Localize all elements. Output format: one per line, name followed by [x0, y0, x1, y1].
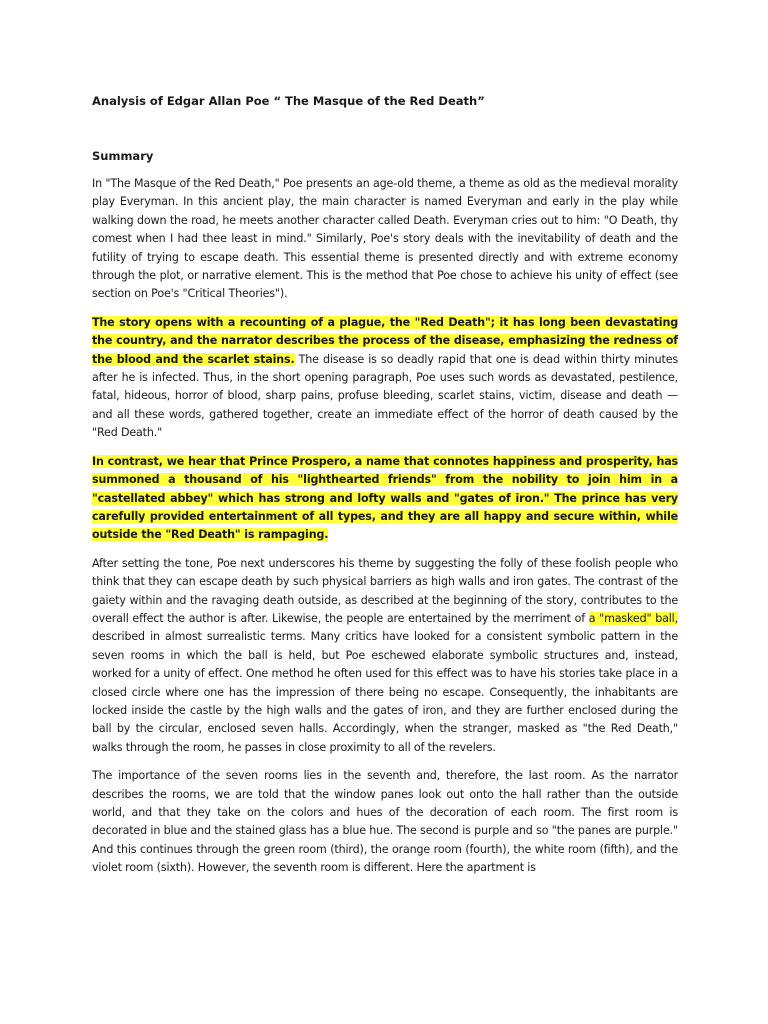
- paragraph-1: In "The Masque of the Red Death," Poe presents an age-old theme, a theme as old as the medieval morality play Everyman. In this ancient play, the main character is named Everyman and early in the play while walking down the road, he meets another character called Death. Everyman cries out to him: "O Death, thy comest when I had thee least in mind." Similarly, Poe's story deals with the inevitability of death and the futility of trying to escape death. This essential theme is presented directly and with extreme economy through the plot, or narrative element. This is the method that Poe chose to achieve his unity of effect (see section on Poe's "Critical Theories").: [92, 177, 678, 301]
- paragraph-4-end: described in almost surrealistic terms. Many critics have looked for a consistent symbolic pattern in the seven rooms in which the ball is held, but Poe eschewed elaborate symbolic structures and, instead, worked for a unity of effect. One method he often used for this effect was to have his stories take place in a closed circle where one has the impression of there being no escape. Consequently, the inhabitants are locked inside the castle by the high walls and the gates of iron, and they are further enclosed during the ball by the circular, enclosed seven halls. Accordingly, when the stranger, masked as "the Red Death," walks through the room, he passes in close proximity to all of the revelers.: [92, 630, 678, 754]
- document-title: Analysis of Edgar Allan Poe “ The Masque of the Red Death”: [92, 94, 485, 108]
- highlighted-text-prospero: In contrast, we hear that Prince Prospero, a name that connotes happiness and prosperity, has summoned a thousand of his "lighthearted friends" from the nobility to join him in a "castellated abbey" which has strong and lofty walls and "gates of iron." The prince has very carefully provided entertainment of all types, and they are all happy and secure within, while outside the "Red Death" is rampaging.: [92, 454, 678, 542]
- summary-heading: Summary: [92, 149, 154, 163]
- paragraph-3: [92, 453, 678, 545]
- document-page: [92, 92, 678, 888]
- paragraph-2-rest: The disease is so deadly rapid that one is dead within thirty minutes after he is infected. Thus, in the short opening paragraph, Poe uses such words as devastated, pestilence, fatal, hideous, horror of blood, sharp pains, profuse bleeding, scarlet stains, victim, disease and death — and all these words, gathered together, create an immediate effect of the horror of death caused by the "Red Death.": [92, 352, 679, 440]
- highlighted-text-masked-ball: a "masked" ball,: [588, 611, 678, 625]
- paragraph-4: [92, 555, 678, 757]
- paragraph-4-start: After setting the tone, Poe next underscores his theme by suggesting the folly of these foolish people who think that they can escape death by such physical barriers as high walls and iron gates. The contrast of the gaiety within and the ravaging death outside, as described at the beginning of the story, contributes to the overall effect the author is after. Likewise, the people are entertained by the merriment of: [92, 556, 678, 625]
- paragraph-2: [92, 314, 678, 443]
- highlighted-text-plague: The story opens with a recounting of a plague, the "Red Death"; it has long been devastating the country, and the narrator describes the process of the disease, emphasizing the redness of the blood and the scarlet stains.: [92, 315, 678, 366]
- paragraph-5: The importance of the seven rooms lies in the seventh and, therefore, the last room. As the narrator describes the rooms, we are told that the window panes look out onto the hall rather than the outside world, and that they take on the colors and hues of the decoration of each room. The first room is decorated in blue and the stained glass has a blue hue. The second is purple and so "the panes are purple." And this continues through the green room (third), the orange room (fourth), the white room (fifth), and the violet room (sixth). However, the seventh room is different. Here the apartment is: [92, 769, 678, 875]
